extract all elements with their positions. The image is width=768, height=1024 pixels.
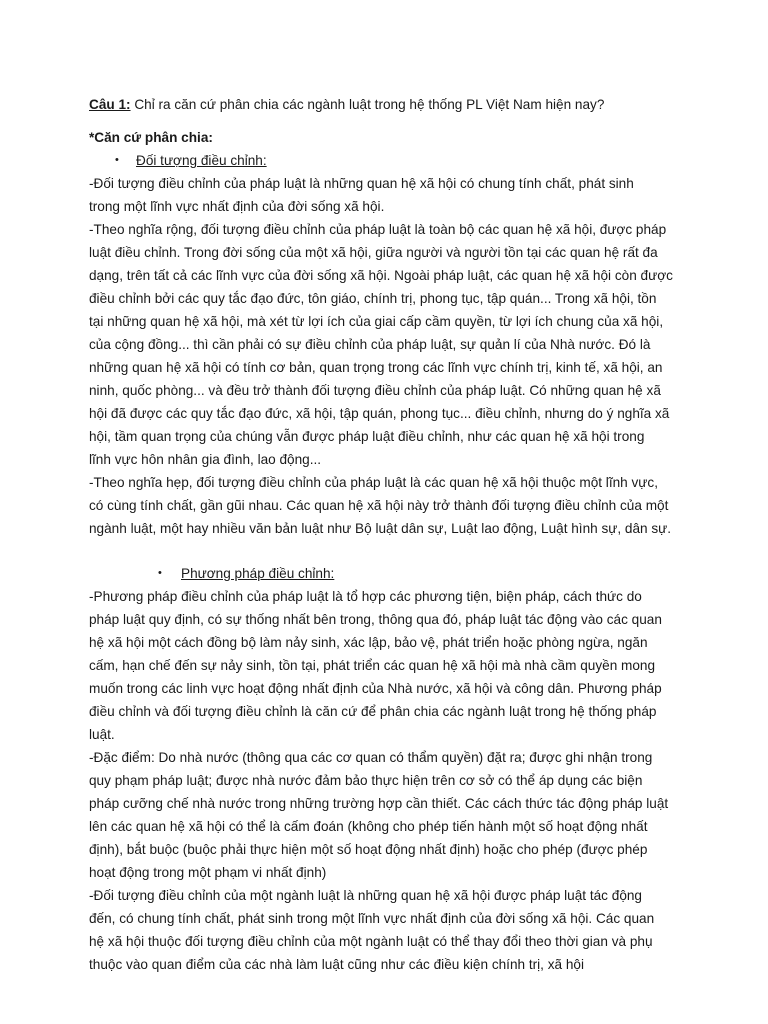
bullet-item-phuong-phap xyxy=(89,562,689,585)
paragraph-line: trong một lĩnh vực nhất định của đời sống xã hội. xyxy=(89,199,385,214)
paragraph-line: hệ xã hội thuộc đối tượng điều chỉnh của một ngành luật có thể thay đổi theo thời gian và phụ xyxy=(89,934,653,949)
paragraph-line: dạng, trên tất cả các lĩnh vực của đời sống xã hội. Ngoài pháp luật, các quan hệ xã hội còn được xyxy=(89,268,673,283)
paragraph-line: thuộc vào quan điểm của các nhà làm luật cũng như các điều kiện chính trị, xã hội xyxy=(89,957,584,972)
paragraph-line: cấm, hạn chế đến sự nảy sinh, tồn tại, phát triển các quan hệ xã hội mà nhà cầm quyền mong xyxy=(89,658,656,673)
paragraph-line: của cộng đồng... thì cần phải có sự điều chỉnh của pháp luật, sự quản lí của Nhà nước. Đó là xyxy=(89,337,651,352)
paragraph-line: luật. xyxy=(89,727,115,742)
paragraph-line: có cùng tính chất, gần gũi nhau. Các quan hệ xã hội này trở thành đối tượng điều chỉnh của một xyxy=(89,498,669,513)
section2-body xyxy=(89,585,689,976)
paragraph-line: điều chỉnh và đối tượng điều chỉnh là căn cứ để phân chia các ngành luật trong hệ thống pháp xyxy=(89,704,657,719)
paragraph-line: lên các quan hệ xã hội có thể là cấm đoán (không cho phép tiến hành một số hoạt động nhất xyxy=(89,819,648,834)
paragraph-line: quy phạm pháp luật; được nhà nước đảm bảo thực hiện trên cơ sở có thể áp dụng các biện xyxy=(89,773,643,788)
paragraph-line: định), bắt buộc (buộc phải thực hiện một số hoạt động nhất định) hoặc cho phép (được phép xyxy=(89,842,648,857)
paragraph-line: muốn trong các linh vực hoạt động nhất định của Nhà nước, xã hội và công dân. Phương pháp xyxy=(89,681,662,696)
paragraph-line: -Theo nghĩa hẹp, đối tượng điều chỉnh của pháp luật là các quan hệ xã hội thuộc một lĩnh vực, xyxy=(89,475,658,490)
section-heading: *Căn cứ phân chia: xyxy=(89,130,213,145)
document-content xyxy=(89,93,689,976)
paragraph-line: -Đối tượng điều chỉnh của pháp luật là những quan hệ xã hội có chung tính chất, phát sinh xyxy=(89,176,634,191)
paragraph-line: hội, tầm quan trọng của chúng vẫn được pháp luật điều chỉnh, như các quan hệ xã hội trong xyxy=(89,429,645,444)
bullet-title-doi-tuong: Đối tượng điều chỉnh: xyxy=(136,153,267,168)
question-text: Chỉ ra căn cứ phân chia các ngành luật trong hệ thống PL Việt Nam hiện nay? xyxy=(130,97,605,112)
paragraph-line: hệ xã hội một cách đồng bộ làm nảy sinh, xác lập, bảo vệ, phát triển hoặc phòng ngừa, ngăn xyxy=(89,635,648,650)
paragraph-line: luật điều chỉnh. Trong đời sống của một xã hội, giữa người và người tồn tại các quan hệ rất đa xyxy=(89,245,658,260)
paragraph-line: pháp luật quy định, có sự thống nhất bên trong, thông qua đó, pháp luật tác động vào các quan xyxy=(89,612,662,627)
paragraph-line: -Đối tượng điều chỉnh của một ngành luật là những quan hệ xã hội được pháp luật tác động xyxy=(89,888,642,903)
bullet-icon: • xyxy=(115,154,119,166)
paragraph-line: -Đặc điểm: Do nhà nước (thông qua các cơ quan có thẩm quyền) đặt ra; được ghi nhận trong xyxy=(89,750,653,765)
question-label: Câu 1: xyxy=(89,97,131,112)
paragraph-line: đến, có chung tính chất, phát sinh trong một lĩnh vực nhất định của đời sống xã hội. Các quan xyxy=(89,911,655,926)
paragraph-line: hoạt động trong một phạm vi nhất định) xyxy=(89,865,327,880)
paragraph-line: hội đã được các quy tắc đạo đức, xã hội, tập quán, phong tục... điều chỉnh, nhưng do ý nghĩa xã xyxy=(89,406,670,421)
paragraph-line: điều chỉnh bởi các quy tắc đạo đức, tôn giáo, chính trị, phong tục, tập quán... Trong xã hội, tồn xyxy=(89,291,657,306)
paragraph-line: -Phương pháp điều chỉnh của pháp luật là tổ hợp các phương tiện, biện pháp, cách thức do xyxy=(89,589,642,604)
paragraph-line: ninh, quốc phòng... và đều trở thành đối tượng điều chỉnh của pháp luật. Có những quan hệ xã xyxy=(89,383,661,398)
paragraph-line: -Theo nghĩa rộng, đối tượng điều chỉnh của pháp luật là toàn bộ các quan hệ xã hội, được pháp xyxy=(89,222,667,237)
paragraph-line: tại những quan hệ xã hội, mà xét từ lợi ích của giai cấp cầm quyền, từ lợi ích chung của xã hội, xyxy=(89,314,664,329)
bullet-item-doi-tuong xyxy=(89,149,689,172)
paragraph-line: ngành luật, một hay nhiều văn bản luật như Bộ luật dân sự, Luật lao động, Luật hình sự, dân sự. xyxy=(89,521,672,536)
bullet-icon: • xyxy=(158,567,162,579)
section1-body xyxy=(89,172,689,540)
question-line xyxy=(89,93,689,116)
bullet-title-phuong-phap: Phương pháp điều chỉnh: xyxy=(181,566,335,581)
paragraph-line: lĩnh vực hôn nhân gia đình, lao động... xyxy=(89,452,322,467)
paragraph-line: những quan hệ xã hội có tính cơ bản, quan trọng trong các lĩnh vực chính trị, kinh tế, xã hội, an xyxy=(89,360,663,375)
paragraph-line: pháp cưỡng chế nhà nước trong những trường hợp cần thiết. Các cách thức tác động pháp luật xyxy=(89,796,669,811)
